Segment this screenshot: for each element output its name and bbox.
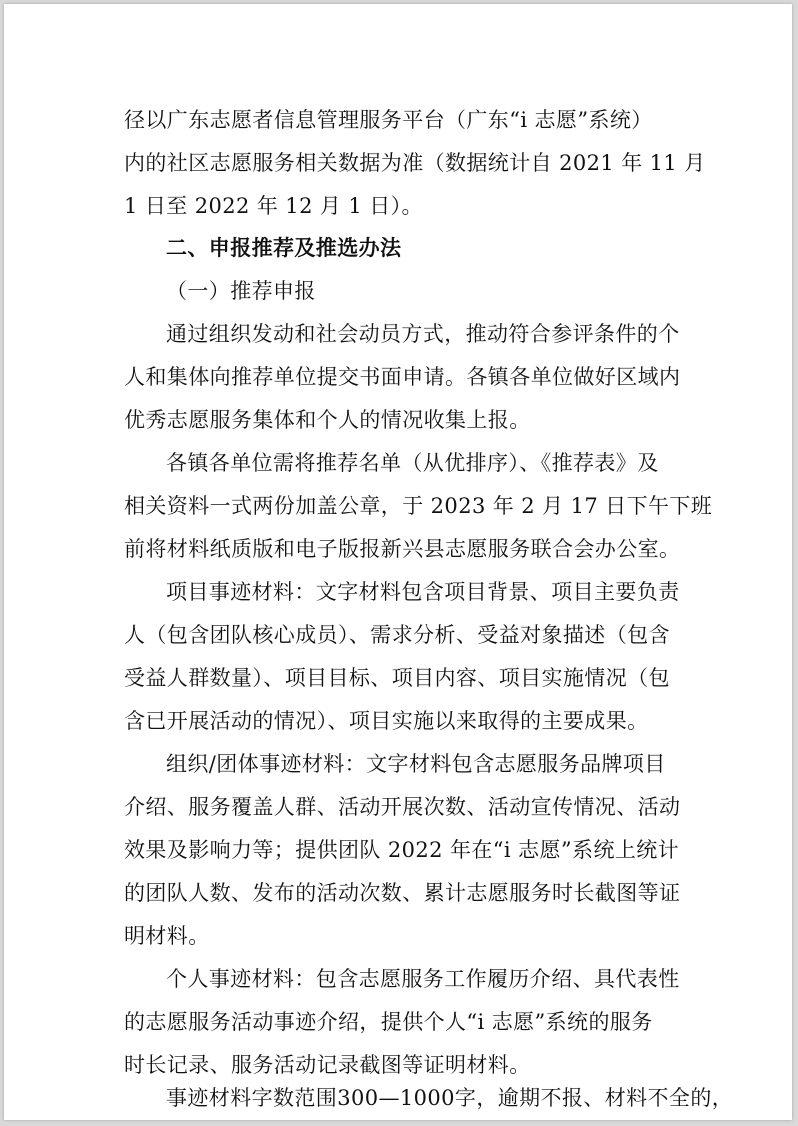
- paragraph-line: 的志愿服务活动事迹介绍，提供个人“i 志愿”系统的服务: [124, 1010, 653, 1034]
- paragraph-line: 优秀志愿服务集体和个人的情况收集上报。: [124, 408, 531, 432]
- paragraph-line: 事迹材料字数范围300—1000字，逾期不报、材料不全的，: [166, 1086, 734, 1110]
- paragraph-line: 明材料。: [124, 924, 210, 948]
- paragraph-line: 组织/团体事迹材料：文字材料包含志愿服务品牌项目: [166, 752, 666, 776]
- document-page: [4, 4, 792, 1120]
- paragraph-line: 受益人群数量）、项目目标、项目内容、项目实施情况（包: [124, 666, 670, 690]
- paragraph-line: 人（包含团队核心成员）、需求分析、受益对象描述（包含: [124, 623, 670, 647]
- paragraph-line: 人和集体向推荐单位提交书面申请。各镇各单位做好区域内: [124, 365, 681, 389]
- paragraph-line: 效果及影响力等；提供团队 2022 年在“i 志愿”系统上统计: [124, 838, 680, 862]
- paragraph-line: 各镇各单位需将推荐名单（从优排序）、《推荐表》及: [166, 451, 659, 475]
- paragraph-line: 通过组织发动和社会动员方式，推动符合参评条件的个: [166, 322, 680, 346]
- paragraph-line: 时长记录、服务活动记录截图等证明材料。: [124, 1053, 531, 1077]
- paragraph-line: 1 日至 2022 年 12 月 1 日）。: [124, 194, 423, 218]
- section-heading: 二、申报推荐及推选办法: [166, 236, 402, 260]
- paragraph-line: 的团队人数、发布的活动次数、累计志愿服务时长截图等证: [124, 881, 681, 905]
- paragraph-line: 径以广东志愿者信息管理服务平台（广东“i 志愿”系统）: [124, 108, 653, 132]
- paragraph-line: 介绍、服务覆盖人群、活动开展次数、活动宣传情况、活动: [124, 795, 681, 819]
- paragraph-line: 内的社区志愿服务相关数据为准（数据统计自 2021 年 11 月: [124, 151, 706, 175]
- paragraph-line: 相关资料一式两份加盖公章，于 2023 年 2 月 17 日下午下班: [124, 494, 713, 518]
- subsection-heading: （一）推荐申报: [166, 279, 316, 303]
- paragraph-line: 项目事迹材料：文字材料包含项目背景、项目主要负责: [166, 580, 680, 604]
- paragraph-line: 个人事迹材料：包含志愿服务工作履历介绍、具代表性: [166, 967, 680, 991]
- paragraph-line: 前将材料纸质版和电子版报新兴县志愿服务联合会办公室。: [124, 537, 681, 561]
- paragraph-line: 含已开展活动的情况）、项目实施以来取得的主要成果。: [124, 709, 649, 733]
